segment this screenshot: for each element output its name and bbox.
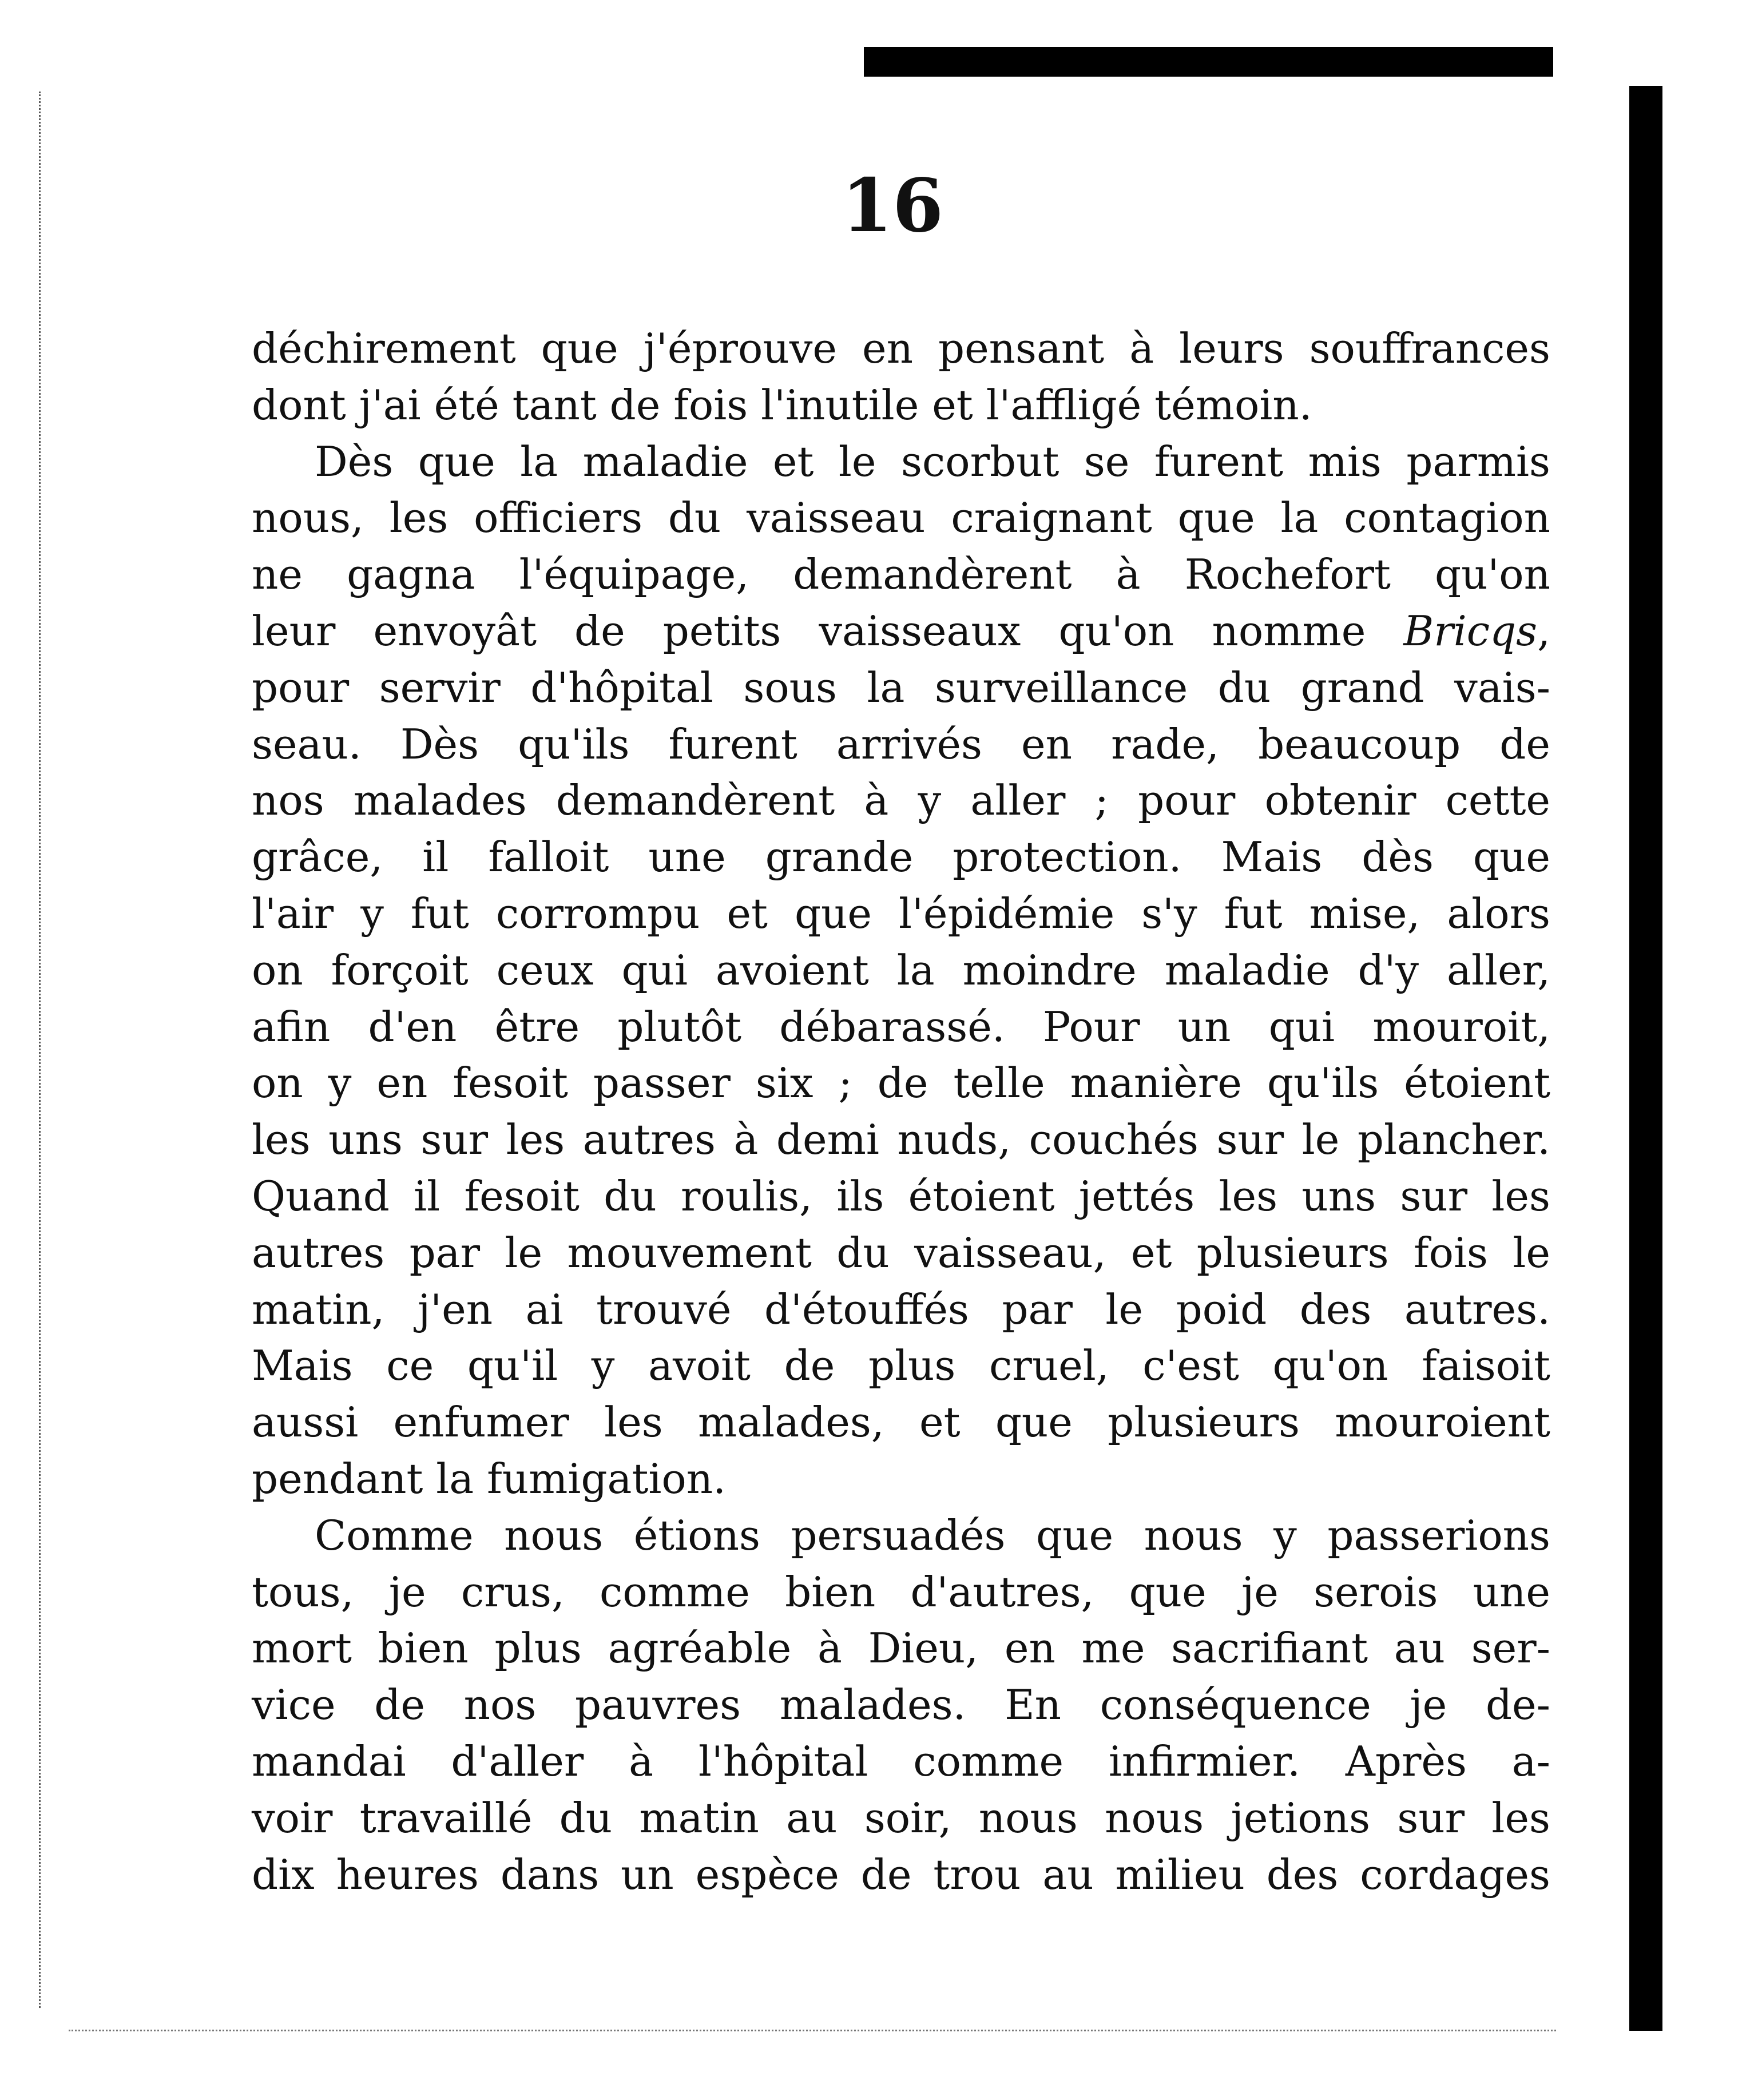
text-line: on y en fesoit passer six ; de telle manière qu'ils étoient xyxy=(252,1059,1550,1107)
text-line: l'air y fut corrompu et que l'épidémie s'y fut mise, alors xyxy=(252,889,1550,938)
scan-artifact-top-bar xyxy=(864,47,1553,77)
text-line: pendant la fumigation. xyxy=(252,1454,727,1503)
text-line: vice de nos pauvres malades. En conséquence je de- xyxy=(252,1681,1550,1729)
text-line: matin, j'en ai trouvé d'étouffés par le poid des autres. xyxy=(252,1285,1550,1333)
text-line: tous, je crus, comme bien d'autres, que je serois une xyxy=(252,1567,1550,1616)
text-line: afin d'en être plutôt débarassé. Pour un qui mouroit, xyxy=(252,1002,1550,1051)
text-line: dont j'ai été tant de fois l'inutile et l'affligé témoin. xyxy=(252,380,1312,429)
text-line: Quand il fesoit du roulis, ils étoient jettés les uns sur les xyxy=(252,1172,1550,1220)
text-line: autres par le mouvement du vaisseau, et plusieurs fois le xyxy=(252,1228,1550,1277)
text-line: Comme nous étions persuadés que nous y passerions xyxy=(315,1511,1550,1559)
text-line: déchirement que j'éprouve en pensant à leurs souffrances xyxy=(252,324,1550,372)
text-line: mort bien plus agréable à Dieu, en me sacrifiant au ser- xyxy=(252,1624,1550,1673)
text-line: Mais ce qu'il y avoit de plus cruel, c'est qu'on faisoit xyxy=(252,1341,1550,1390)
scan-artifact-right-bar xyxy=(1629,86,1662,2031)
text-line: nous, les officiers du vaisseau craignant que la contagion xyxy=(252,494,1550,542)
text-line: leur envoyât de petits vaisseaux qu'on nomme Bricqs, xyxy=(252,606,1550,655)
text-line: grâce, il falloit une grande protection. Mais dès que xyxy=(252,833,1550,882)
text-line: on forçoit ceux qui avoient la moindre maladie d'y aller, xyxy=(252,946,1550,994)
text-line: voir travaillé du matin au soir, nous nous jetions sur les xyxy=(252,1793,1550,1842)
body-text xyxy=(252,320,1550,1903)
text-line: dix heures dans un espèce de trou au milieu des cordages xyxy=(252,1850,1550,1899)
text-line: pour servir d'hôpital sous la surveillance du grand vais- xyxy=(252,663,1550,712)
text-line: seau. Dès qu'ils furent arrivés en rade, beaucoup de xyxy=(252,720,1550,768)
page-number: 16 xyxy=(841,163,944,249)
text-line: nos malades demandèrent à y aller ; pour obtenir cette xyxy=(252,776,1550,825)
text-line: aussi enfumer les malades, et que plusieurs mouroient xyxy=(252,1398,1550,1447)
text-line: Dès que la maladie et le scorbut se furent mis parmis xyxy=(315,437,1550,486)
text-line: mandai d'aller à l'hôpital comme infirmier. Après a- xyxy=(252,1737,1550,1785)
scan-artifact-left-edge xyxy=(39,92,52,2008)
text-line: les uns sur les autres à demi nuds, couchés sur le plancher. xyxy=(252,1115,1550,1164)
text-line: ne gagna l'équipage, demandèrent à Rochefort qu'on xyxy=(252,550,1550,599)
scan-artifact-bottom-edge xyxy=(69,2030,1556,2031)
